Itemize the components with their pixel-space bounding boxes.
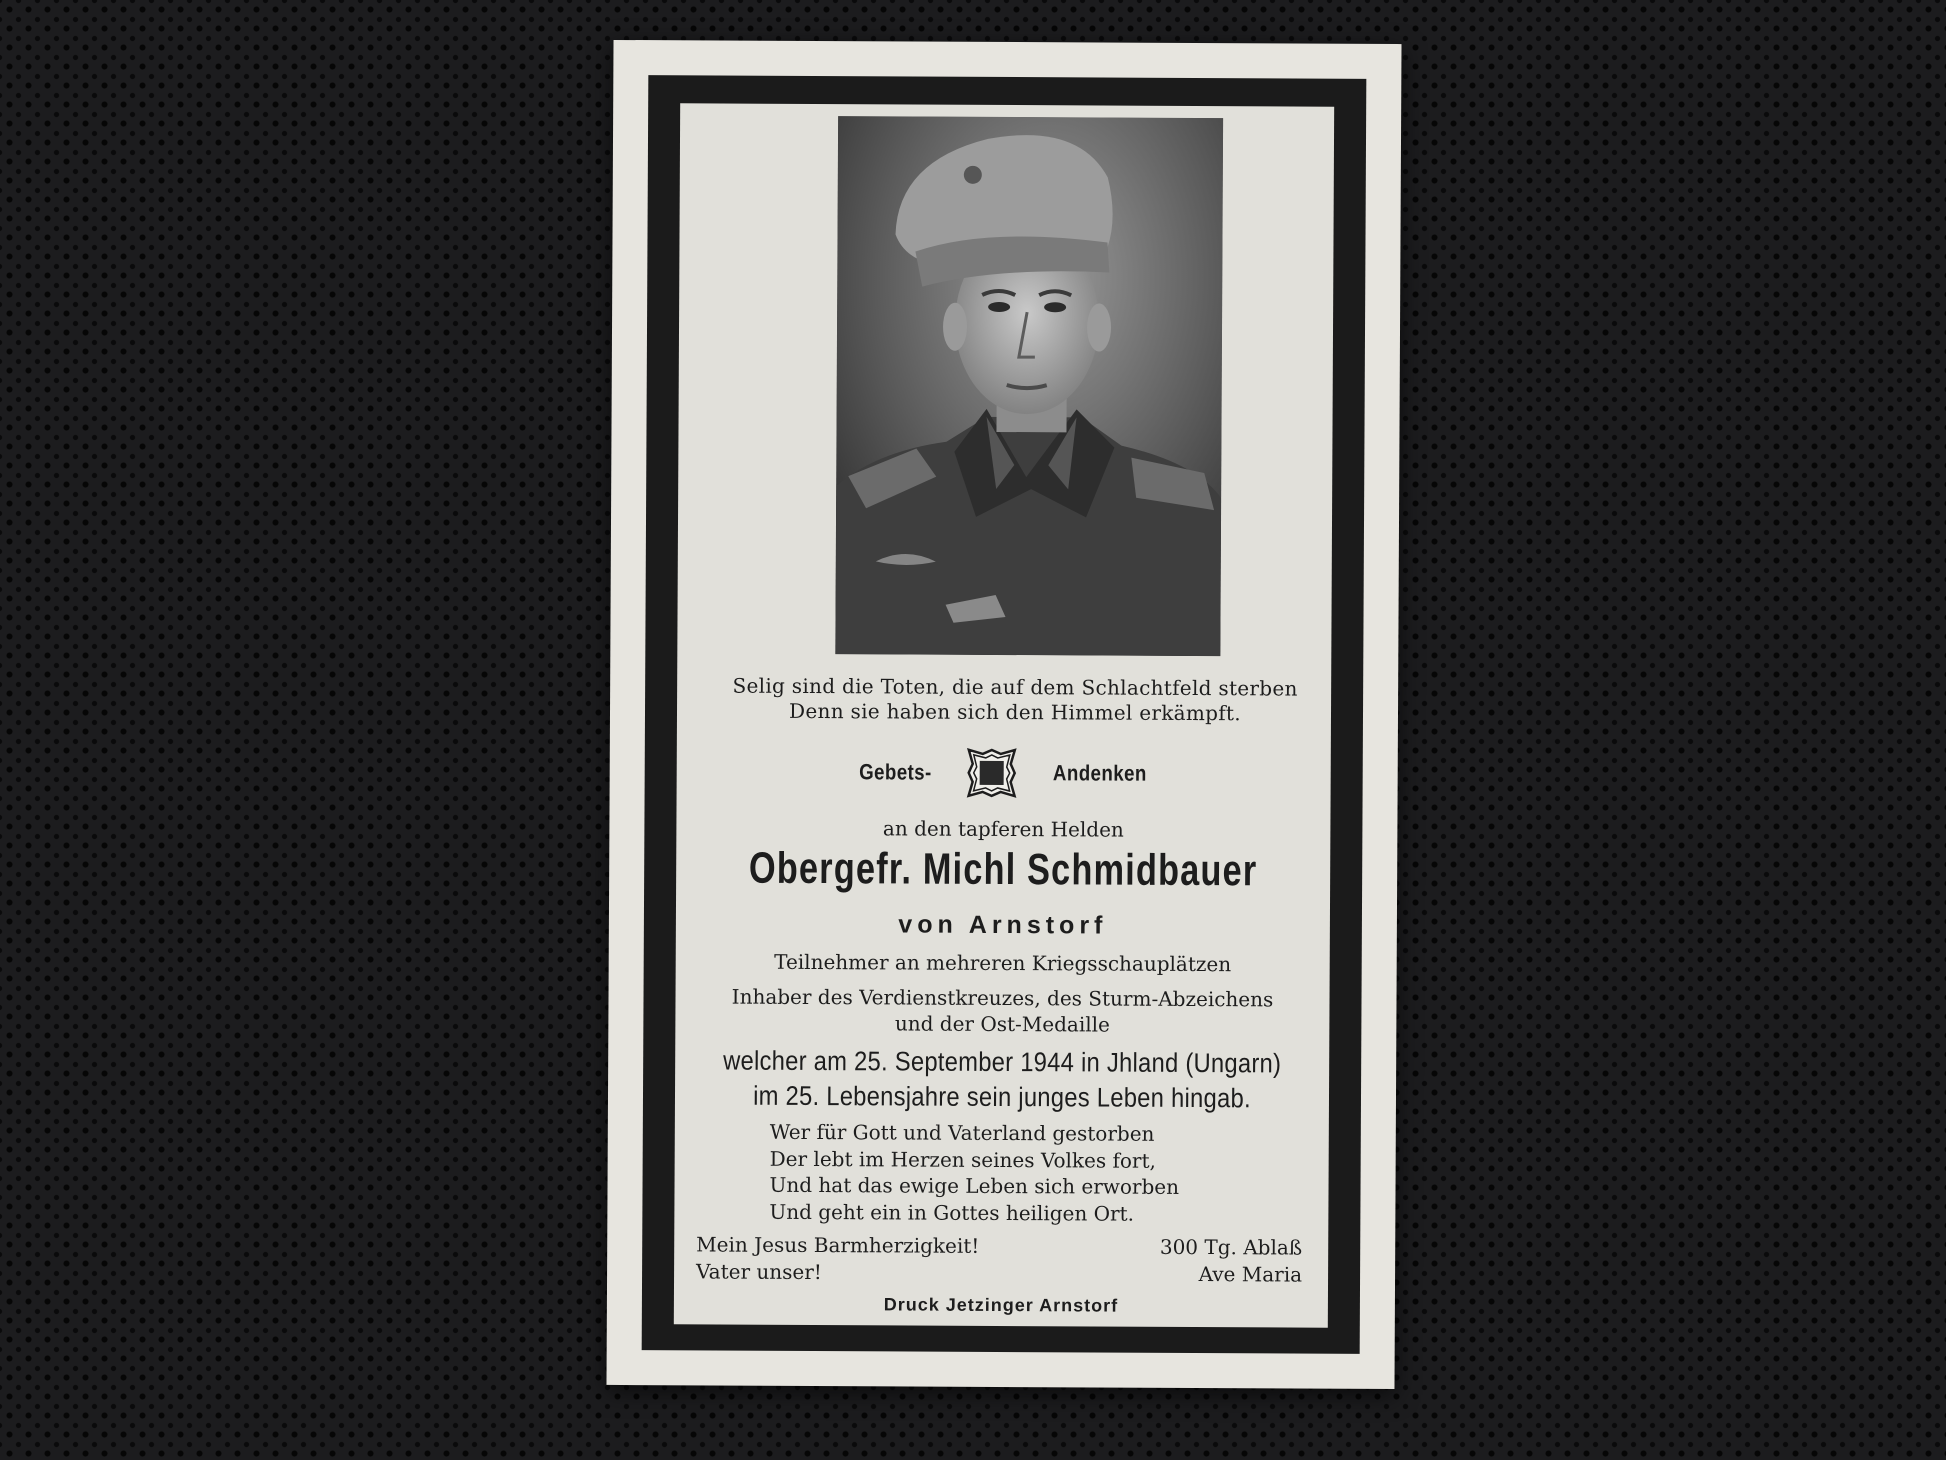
death-statement [714, 1043, 1290, 1116]
indulgence-line: 300 Tg. Ablaß [1159, 1234, 1303, 1260]
card-inner-panel [674, 103, 1334, 1327]
intro-verse [699, 673, 1331, 726]
intro-verse-line: Denn sie haben sich den Himmel erkämpft. [789, 698, 1242, 726]
andenken-label: Andenken [1052, 760, 1147, 786]
memorial-poem [769, 1119, 1329, 1228]
gebets-andenken-heading [677, 741, 1331, 804]
decorations-block [675, 983, 1329, 1038]
prayer-left-block [696, 1231, 1056, 1287]
death-line: welcher am 25. September 1944 in Jhland (Ungarn) [723, 1045, 1282, 1079]
decorations-line: und der Ost-Medaille [894, 1011, 1110, 1037]
printer-credit: Druck Jetzinger Arnstorf [883, 1294, 1119, 1316]
poem-line: Der lebt im Herzen seines Volkes fort, [769, 1146, 1156, 1173]
poem-line: Und geht ein in Gottes heiligen Ort. [769, 1199, 1135, 1226]
prayer-right-block [1082, 1233, 1302, 1288]
prayer-line: Ave Maria [1198, 1262, 1303, 1287]
intro-verse-line: Selig sind die Toten, die auf dem Schlachtfeld sterben [732, 673, 1298, 701]
memorial-card [606, 40, 1401, 1389]
death-line: im 25. Lebensjahre sein junges Leben hingab. [753, 1080, 1251, 1114]
soldier-portrait-photo [835, 116, 1223, 656]
black-mourning-border [642, 75, 1367, 1354]
decorations-line: Inhaber des Verdienstkreuzes, des Sturm-Abzeichens [731, 984, 1274, 1012]
dedication-line: an den tapferen Helden [882, 816, 1124, 842]
prayer-line: Vater unser! [696, 1259, 822, 1285]
poem-line: Und hat das ewige Leben sich erworben [769, 1172, 1180, 1199]
portrait-illustration [835, 116, 1223, 656]
iron-cross-icon [962, 744, 1020, 802]
gebets-label: Gebets- [859, 759, 932, 785]
poem-line: Wer für Gott und Vaterland gestorben [769, 1119, 1155, 1146]
participation-line: Teilnehmer an mehreren Kriegsschauplätzen [774, 949, 1232, 977]
soldier-name: Obergefr. Michl Schmidbauer [748, 843, 1258, 896]
prayer-line: Mein Jesus Barmherzigkeit! [696, 1232, 980, 1258]
origin-line: von Arnstorf [898, 910, 1108, 940]
